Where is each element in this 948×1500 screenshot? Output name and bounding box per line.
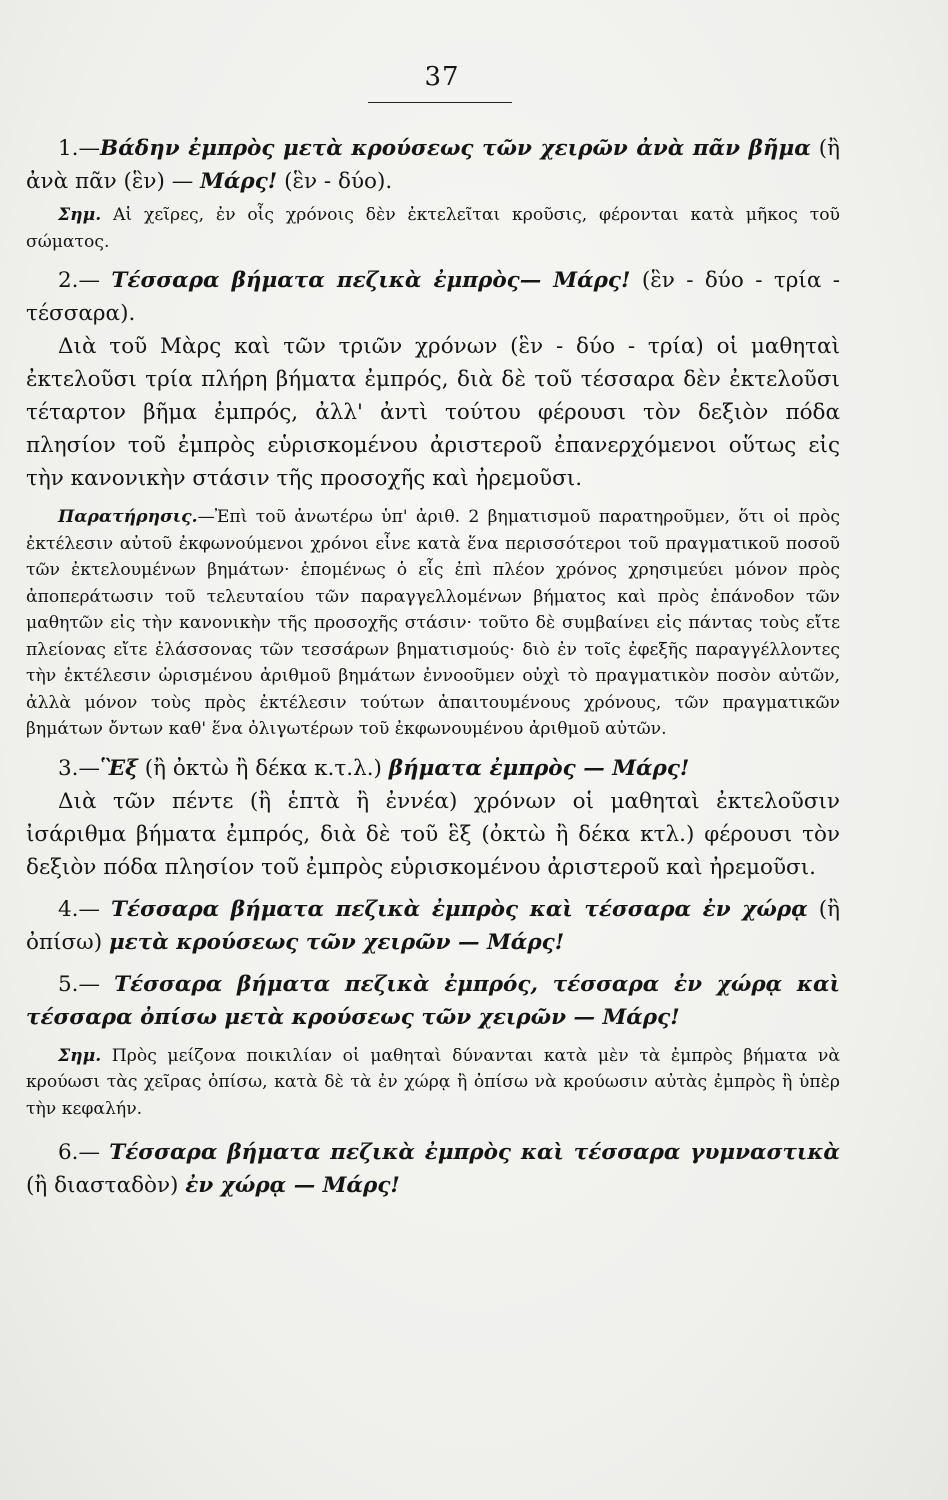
observation-text: —Ἐπὶ τοῦ ἀνωτέρω ὑπ' ἀριθ. 2 βηματισμοῦ παρατηροῦμεν, ὅτι οἱ πρὸς ἐκτέλεσιν αὐτοῦ ἐκφωνούμενοι χρόνοι εἶνε κατὰ ἕνα περισσότεροι τοῦ πραγματικοῦ ποσοῦ τῶν ἐκτελουμένων βημάτων· ἑπομένως ὁ εἷς ἐπὶ πλέον χρόνος χρησιμεύει μόνον πρὸς ἀποπεράτωσιν τοῦ τελευταίου τῶν παραγγελλομένων βήματος καὶ πρὸς ἐπάνοδον τῶν μαθητῶν εἰς τὴν κανονικὴν τῆς προσοχῆς στάσιν· τοῦτο δὲ συμβαίνει εἰς πάντας τοὺς εἴτε πλείονας εἴτε ἐλάσσονας τῶν τεσσάρων βηματισμούς· διὸ ἐν τοῖς ἐφεξῆς παραγγέλλοντες τὴν ἐκτέλεσιν ὡρισμένου ἀριθμοῦ βημάτων ἐννοοῦμεν οὐχὶ τὸ πραγματικὸν ποσὸν αὐτῶν, ἀλλὰ μόνον τοὺς πρὸς ἐκτέλεσιν τούτων ἀπαιτουμένους χρόνους, τῶν πραγματικῶν βημάτων ὄντων καθ' ἕνα ὀλιγωτέρων τοῦ ἐκφωνουμένου ἀριθμοῦ αὐτῶν. bbox=[26, 507, 840, 739]
exercise-number: 2.— bbox=[58, 268, 112, 293]
exercise-number: 4.— bbox=[58, 896, 111, 922]
exercise-4 bbox=[26, 893, 840, 959]
page-content bbox=[26, 132, 840, 1202]
exercise-number: 3.— bbox=[58, 755, 101, 781]
exercise-aside: (ἢ ἀνὰ πᾶν (ἓν) — bbox=[26, 136, 840, 194]
page-number-rule bbox=[368, 102, 512, 103]
count-text: (ἓν - δύο - τρία - τέσσαρα). bbox=[26, 268, 840, 326]
exercise-number: 5.— bbox=[58, 971, 115, 997]
note-label: Σημ. bbox=[58, 205, 102, 225]
exercise-aside: (ἢ ὀπίσω) bbox=[26, 896, 840, 955]
count-text: (ἓν - δύο). bbox=[277, 169, 393, 194]
exercise-heading: Τέσσαρα βήματα πεζικὰ ἐμπρὸς καὶ τέσσαρα γυμναστικὰ bbox=[109, 1140, 840, 1165]
observation-label: Παρατήρησις. bbox=[58, 507, 198, 527]
exercise-6 bbox=[26, 1136, 840, 1202]
exercise-heading-cont: βήματα ἐμπρὸς — Μάρς! bbox=[388, 755, 690, 781]
note-text: Αἱ χεῖρες, ἐν οἷς χρόνοις δὲν ἐκτελεῖται κροῦσις, φέρονται κατὰ μῆκος τοῦ σώματος. bbox=[26, 205, 840, 252]
note-text: Πρὸς μείζονα ποικιλίαν οἱ μαθηταὶ δύνανται κατὰ μὲν τὰ ἐμπρὸς βήματα νὰ κρούωσι τὰς χεῖρας ὀπίσω, κατὰ δὲ τὰ ἐν χώρᾳ ἢ ὀπίσω νὰ κρούωσιν αὐτὰς ἐμπρὸς ἢ ὑπὲρ τὴν κεφαλήν. bbox=[26, 1045, 840, 1119]
command-word: Μάρς! bbox=[200, 169, 278, 194]
exercise-3 bbox=[26, 752, 840, 785]
note-label: Σημ. bbox=[58, 1045, 102, 1066]
exercise-aside: (ἢ ὀκτὼ ἢ δέκα κ.τ.λ.) bbox=[137, 755, 389, 781]
exercise-number: 1.— bbox=[58, 136, 101, 161]
exercise-heading: Τέσσαρα βήματα πεζικὰ ἐμπρὸς καὶ τέσσαρα ἐν χώρᾳ bbox=[111, 896, 808, 922]
paragraph-exercise-2: Διὰ τοῦ Μὰρς καὶ τῶν τριῶν χρόνων (ἓν - δύο - τρία) οἱ μαθηταὶ ἐκτελοῦσι τρία πλήρη βήματα ἐμπρός, διὰ δὲ τοῦ τέσσαρα δὲν ἐκτελοῦσι τέταρτον βῆμα ἐμπρός, ἀλλ' ἀντὶ τούτου φέρουσι τὸν δεξιὸν πόδα πλησίον τοῦ ἐμπρὸς εὑρισκομένου ἀριστεροῦ ἐπανερχόμενοι οὕτως εἰς τὴν κανονικὴν στάσιν τῆς προσοχῆς καὶ ἠρεμοῦσι. bbox=[26, 334, 840, 491]
exercise-number: 6.— bbox=[58, 1140, 110, 1165]
exercise-2 bbox=[26, 264, 840, 330]
paragraph-exercise-3: Διὰ τῶν πέντε (ἢ ἑπτὰ ἢ ἐννέα) χρόνων οἱ μαθηταὶ ἐκτελοῦσιν ἰσάριθμα βήματα ἐμπρός, διὰ δὲ τοῦ ἓξ (ὀκτὼ ἢ δέκα κτλ.) φέρουσι τὸν δεξιὸν πόδα πλησίον τοῦ ἐμπρὸς εὑρισκομένου ἀριστεροῦ καὶ ἠρεμοῦσι. bbox=[26, 788, 840, 880]
note-1 bbox=[26, 202, 840, 255]
exercise-heading: Τέσσαρα βήματα πεζικὰ ἐμπρός, τέσσαρα ἐν χώρᾳ καὶ τέσσαρα ὀπίσω μετὰ κρούσεως τῶν χειρῶν — Μάρς! bbox=[26, 971, 840, 1030]
exercise-heading: Βάδην ἐμπρὸς μετὰ κρούσεως τῶν χειρῶν ἀνὰ πᾶν βῆμα bbox=[100, 136, 811, 161]
observation bbox=[26, 504, 840, 743]
exercise-heading-cont: μετὰ κρούσεως τῶν χειρῶν — Μάρς! bbox=[108, 929, 565, 955]
exercise-heading: Τέσσαρα βήματα πεζικὰ ἐμπρὸς— Μάρς! bbox=[111, 268, 631, 293]
exercise-aside: (ἢ διασταδὸν) bbox=[26, 1173, 186, 1198]
exercise-5 bbox=[26, 968, 840, 1034]
exercise-heading-cont: ἐν χώρᾳ — Μάρς! bbox=[185, 1173, 400, 1198]
exercise-1 bbox=[26, 132, 840, 198]
page-number: 37 bbox=[424, 62, 460, 92]
note-2 bbox=[26, 1043, 840, 1123]
exercise-heading: Ἓξ bbox=[100, 755, 138, 781]
